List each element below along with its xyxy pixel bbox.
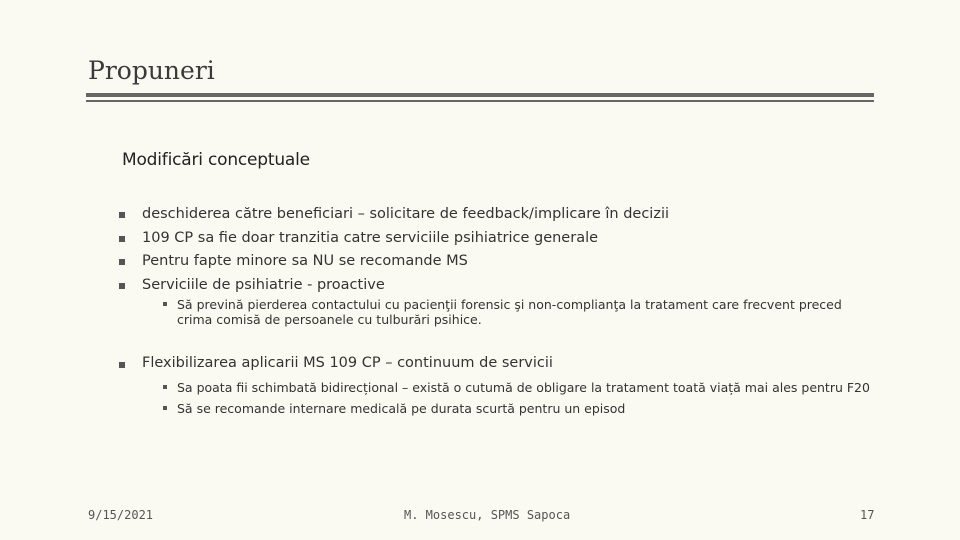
sub-bullet-list-2 xyxy=(177,380,877,422)
footer-date: 9/15/2021 xyxy=(88,508,154,522)
bullet-item: Serviciile de psihiatrie - proactive xyxy=(142,274,842,298)
bullet-item: deschiderea către beneficiari – solicitare de feedback/implicare în decizii xyxy=(142,203,842,227)
title-divider-thin xyxy=(86,100,874,102)
sub-bullet-item: Să prevină pierderea contactului cu pacienţii forensic şi non-complianţa la tratament care frecvent preced crima comisă de persoanele cu tulburări psihice. xyxy=(177,297,877,327)
section-heading: Modificări conceptuale xyxy=(122,150,310,170)
bullet-item: Pentru fapte minore sa NU se recomande MS xyxy=(142,250,842,274)
bullet-item: 109 CP sa fie doar tranzitia catre serviciile psihiatrice generale xyxy=(142,227,842,251)
sub-bullet-list xyxy=(177,297,877,333)
page-number: 17 xyxy=(860,508,875,522)
title-divider-thick xyxy=(86,93,874,97)
sub-bullet-item: Sa poata fii schimbată bidirecțional – există o cutumă de obligare la tratament toată viață mai ales pentru F20 xyxy=(177,380,877,395)
main-bullet-list xyxy=(142,203,842,297)
footer-author: M. Mosescu, SPMS Sapoca xyxy=(404,508,571,522)
sub-bullet-item: Să se recomande internare medicală pe durata scurtă pentru un episod xyxy=(177,401,877,416)
slide-title: Propuneri xyxy=(88,56,215,85)
flex-bullet: Flexibilizarea aplicarii MS 109 CP – continuum de servicii xyxy=(142,355,553,371)
